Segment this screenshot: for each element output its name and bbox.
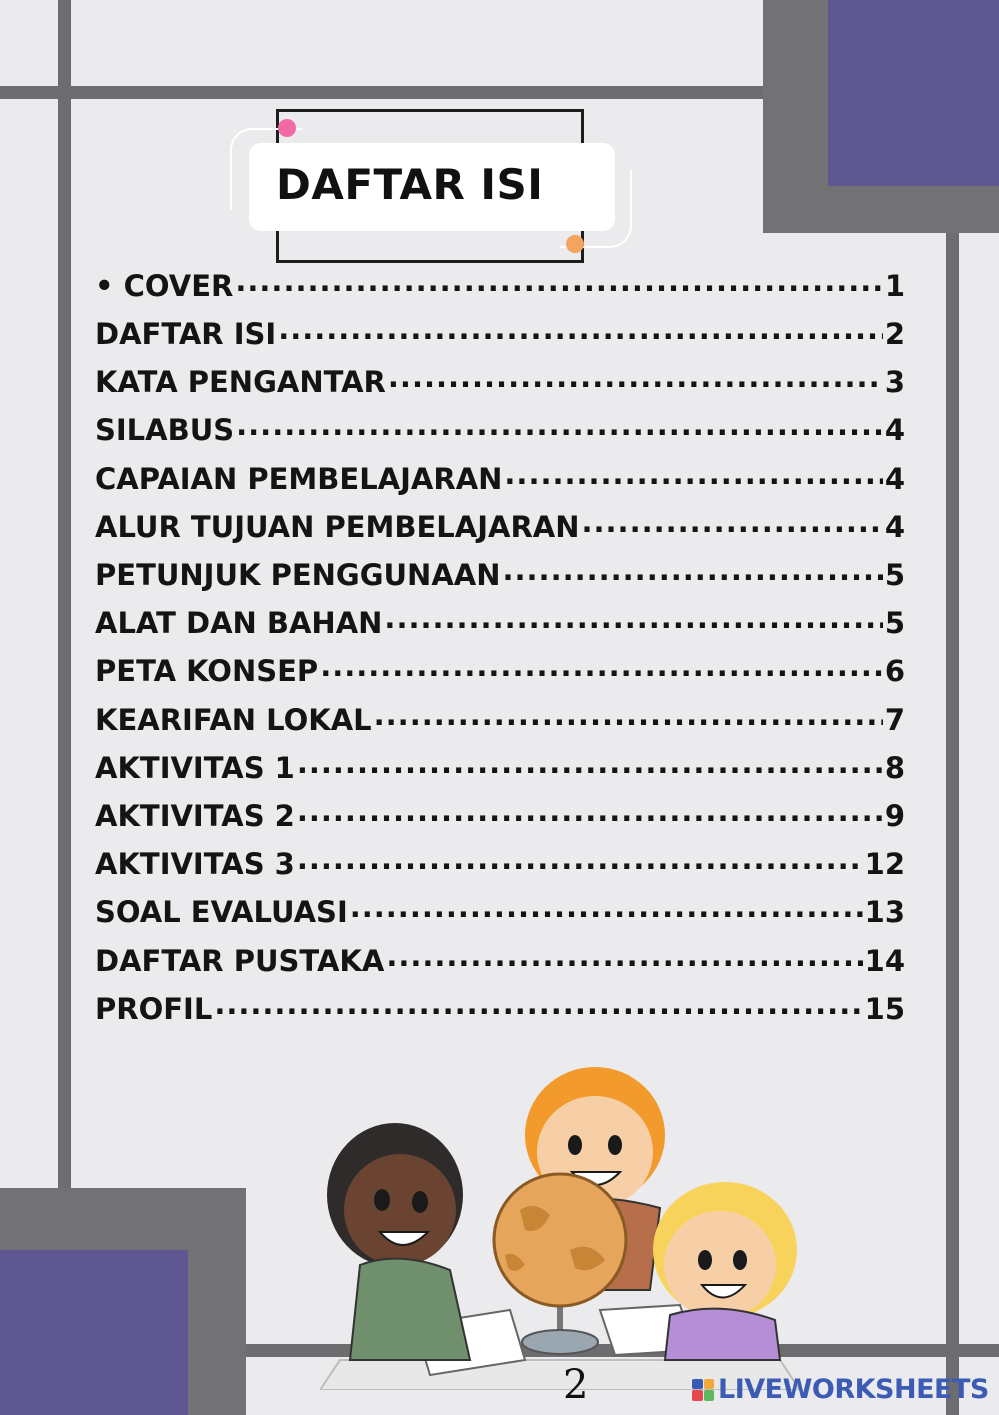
toc-entry-label: PETUNJUK PENGGUNAAN — [95, 558, 501, 593]
toc-dot-leader — [374, 698, 883, 730]
toc-entry-page: 6 — [884, 654, 905, 689]
watermark-text: LIVEWORKSHEETS — [718, 1374, 989, 1405]
toc-entry-label: AKTIVITAS 3 — [95, 847, 295, 882]
children-globe-illustration — [320, 1060, 800, 1390]
toc-entry — [95, 842, 905, 890]
toc-dot-leader — [297, 842, 863, 874]
toc-entry — [95, 794, 905, 842]
toc-entry-page: 4 — [884, 413, 905, 448]
toc-entry-label: • COVER — [95, 268, 234, 303]
toc-entry-page: 15 — [864, 991, 905, 1026]
toc-dot-leader — [350, 890, 863, 922]
toc-dot-leader — [278, 312, 883, 344]
toc-entry — [95, 601, 905, 649]
toc-entry-page: 14 — [864, 943, 905, 978]
toc-dot-leader — [504, 457, 882, 489]
toc-entry-page: 12 — [864, 847, 905, 882]
pink-dot-decoration — [278, 119, 296, 137]
toc-entry-label: CAPAIAN PEMBELAJARAN — [95, 461, 503, 496]
toc-entry-label: DAFTAR ISI — [95, 317, 277, 352]
toc-dot-leader — [214, 987, 862, 1019]
toc-entry-label: AKTIVITAS 2 — [95, 798, 295, 833]
table-of-contents — [95, 264, 905, 1035]
toc-dot-leader — [503, 553, 883, 585]
toc-entry — [95, 264, 905, 312]
frame-line-right — [946, 228, 959, 1415]
toc-entry-page: 2 — [884, 317, 905, 352]
toc-entry-label: ALUR TUJUAN PEMBELAJARAN — [95, 509, 580, 544]
toc-entry-page: 5 — [884, 558, 905, 593]
corner-accent-top-right — [828, 0, 999, 186]
toc-entry-label: KATA PENGANTAR — [95, 365, 386, 400]
orange-dot-decoration — [566, 235, 584, 253]
toc-entry-label: SOAL EVALUASI — [95, 895, 348, 930]
toc-entry — [95, 553, 905, 601]
toc-entry — [95, 360, 905, 408]
toc-entry-page: 13 — [864, 895, 905, 930]
toc-dot-leader — [386, 939, 862, 971]
toc-entry-page: 9 — [884, 798, 905, 833]
toc-entry — [95, 409, 905, 457]
toc-entry — [95, 457, 905, 505]
toc-entry — [95, 890, 905, 938]
corner-accent-bottom-left — [0, 1250, 188, 1415]
toc-entry — [95, 505, 905, 553]
toc-dot-leader — [297, 746, 883, 778]
toc-dot-leader — [297, 794, 883, 826]
toc-entry-label: KEARIFAN LOKAL — [95, 702, 372, 737]
toc-entry-page: 4 — [884, 509, 905, 544]
toc-entry — [95, 987, 905, 1035]
liveworksheets-watermark — [692, 1374, 989, 1405]
toc-entry-page: 5 — [884, 606, 905, 641]
toc-entry — [95, 939, 905, 987]
liveworksheets-logo-icon — [692, 1379, 714, 1401]
frame-line-top — [0, 86, 770, 99]
toc-dot-leader — [320, 650, 883, 682]
toc-entry-label: PETA KONSEP — [95, 654, 319, 689]
toc-entry-label: ALAT DAN BAHAN — [95, 606, 383, 641]
toc-dot-leader — [388, 360, 883, 392]
toc-entry-label: AKTIVITAS 1 — [95, 750, 295, 785]
toc-entry-page: 4 — [884, 461, 905, 496]
toc-dot-leader — [235, 264, 882, 296]
toc-entry-label: DAFTAR PUSTAKA — [95, 943, 385, 978]
toc-dot-leader — [236, 409, 883, 441]
toc-entry-page: 1 — [884, 268, 905, 303]
toc-entry-label: SILABUS — [95, 413, 235, 448]
toc-entry-page: 3 — [884, 365, 905, 400]
toc-dot-leader — [384, 601, 882, 633]
toc-entry — [95, 698, 905, 746]
toc-dot-leader — [582, 505, 883, 537]
toc-entry-page: 8 — [884, 750, 905, 785]
toc-entry — [95, 312, 905, 360]
toc-entry — [95, 746, 905, 794]
toc-entry-page: 7 — [884, 702, 905, 737]
toc-entry-label: PROFIL — [95, 991, 213, 1026]
page-title: DAFTAR ISI — [276, 160, 544, 209]
page-number: 2 — [563, 1362, 589, 1408]
toc-entry — [95, 650, 905, 698]
